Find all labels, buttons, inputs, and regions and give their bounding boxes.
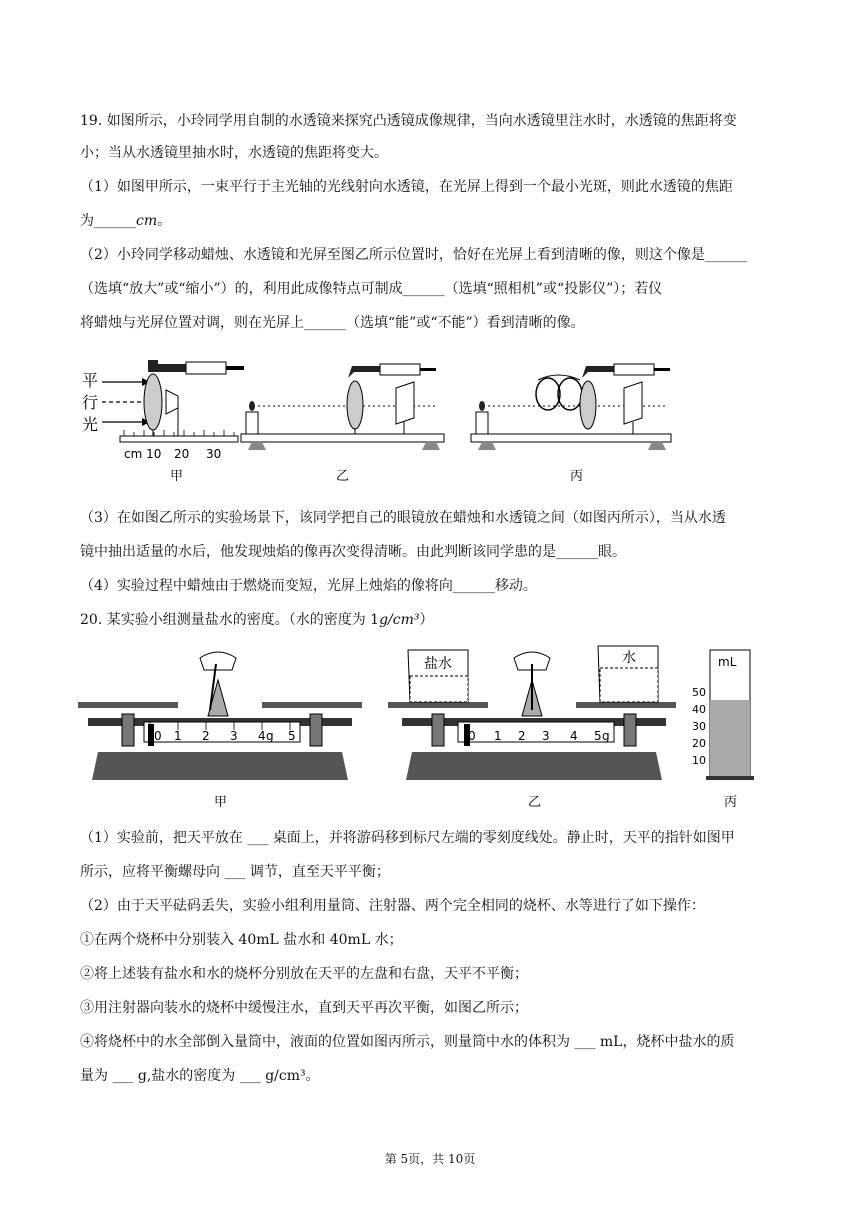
fig-b-balance-beakers bbox=[388, 646, 676, 810]
ruler-label-30: 30 bbox=[206, 447, 222, 461]
ruler-label-20: 20 bbox=[174, 447, 190, 461]
fig-a-balance bbox=[78, 652, 362, 810]
scale-a-2: 2 bbox=[202, 729, 210, 743]
light-label-1: 平 bbox=[82, 371, 99, 390]
q19-part1-line2 bbox=[80, 211, 785, 231]
q19-stem-line1: 19. 如图所示，小玲同学用自制的水透镜来探究凸透镜成像规律，当向水透镜里注水时，水透镜的焦距将变 bbox=[80, 113, 737, 129]
page-footer: 第 5页，共 10页 bbox=[384, 1152, 476, 1166]
scale-b-3: 3 bbox=[542, 729, 550, 743]
scale-b-0: 0 bbox=[468, 729, 476, 743]
q20-part2: （2）由于天平砝码丢失，实验小组利用量筒、注射器、两个完全相同的烧杯、水等进行了如下操作： bbox=[80, 898, 705, 914]
q20-step4-line1: ④将烧杯中的水全部倒入量筒中，液面的位置如图丙所示，则量筒中水的体积为 ___ mL，烧杯中盐水的质 bbox=[80, 1034, 735, 1050]
scale-b-2: 2 bbox=[518, 729, 526, 743]
q19-part1-line1: （1）如图甲所示，一束平行于主光轴的光线射向水透镜，在光屏上得到一个最小光斑，则此水透镜的焦距 bbox=[80, 179, 733, 195]
q19-figure bbox=[78, 350, 678, 490]
ruler-label-10: cm 10 bbox=[124, 447, 162, 461]
fig-b-caption: 乙 bbox=[336, 469, 350, 484]
cyl-tick-30: 30 bbox=[692, 720, 706, 733]
q20-step4-line2: 量为 ___ g,盐水的密度为 ___ g/cm³。 bbox=[80, 1068, 320, 1084]
q20-part1-line2: 所示，应将平衡螺母向 ___ 调节，直至天平平衡； bbox=[80, 864, 390, 880]
q20-figure bbox=[78, 640, 778, 815]
scale-a-0: 0 bbox=[154, 729, 162, 743]
light-label-2: 行 bbox=[82, 393, 99, 412]
cylinder-unit: mL bbox=[718, 655, 737, 669]
fig-a-caption: 甲 bbox=[170, 469, 184, 484]
q19-part2-line2: （选填“放大”或“缩小”）的，利用此成像特点可制成______（选填“照相机”或“投影仪”）；若仪 bbox=[80, 281, 663, 297]
fig-a-caption-20: 甲 bbox=[214, 795, 228, 810]
cyl-tick-10: 10 bbox=[692, 754, 706, 767]
q20-step3: ③用注射器向装水的烧杯中缓慢注水，直到天平再次平衡，如图乙所示； bbox=[80, 1000, 528, 1016]
scale-a-5: 5 bbox=[288, 729, 296, 743]
fig-b-caption-20: 乙 bbox=[528, 795, 542, 810]
q19-part2-line3: 将蜡烛与光屏位置对调，则在光屏上______（选填“能”或“不能”）看到清晰的像。 bbox=[80, 315, 585, 331]
q20-stem-end: ） bbox=[419, 612, 434, 628]
fig-c-bench-glasses bbox=[471, 364, 671, 484]
scale-b-1: 1 bbox=[494, 729, 502, 743]
fig-b-bench bbox=[241, 364, 444, 484]
cyl-tick-50: 50 bbox=[692, 686, 706, 699]
beaker-water-label: 水 bbox=[622, 650, 636, 666]
fig-c-caption: 丙 bbox=[570, 469, 584, 484]
q19-stem-line2: 小；当从水透镜里抽水时，水透镜的焦距将变大。 bbox=[80, 145, 388, 161]
q19-part1-unit: cm bbox=[136, 213, 158, 229]
scale-b-4: 4 bbox=[570, 729, 578, 743]
q20-stem-unit: g/cm³ bbox=[379, 612, 420, 628]
cyl-tick-40: 40 bbox=[692, 703, 706, 716]
q19-part2-line1: （2）小玲同学移动蜡烛、水透镜和光屏至图乙所示位置时，恰好在光屏上看到清晰的像，则这个像是______ bbox=[80, 247, 747, 263]
scale-b-unit: g bbox=[602, 729, 610, 743]
q20-step2: ②将上述装有盐水和水的烧杯分别放在天平的左盘和右盘，天平不平衡； bbox=[80, 966, 528, 982]
scale-b-5: 5 bbox=[594, 729, 602, 743]
beaker-salt-label: 盐水 bbox=[424, 656, 452, 672]
q19-part4: （4）实验过程中蜡烛由于燃烧而变短，光屏上烛焰的像将向______移动。 bbox=[80, 578, 537, 594]
q19-part1-blank: 为______ bbox=[80, 213, 136, 229]
q19-part1-end: 。 bbox=[157, 213, 172, 229]
fig-c-cylinder bbox=[692, 650, 754, 810]
light-label-3: 光 bbox=[82, 415, 99, 434]
fig-a-lens-setup bbox=[82, 360, 244, 484]
cyl-tick-20: 20 bbox=[692, 737, 706, 750]
scale-a-1: 1 bbox=[174, 729, 182, 743]
q19-part3-line2: 镜中抽出适量的水后，他发现烛焰的像再次变得清晰。由此判断该同学患的是______眼。 bbox=[80, 544, 626, 560]
q20-stem bbox=[80, 610, 785, 630]
scale-a-3: 3 bbox=[230, 729, 238, 743]
q20-step1: ①在两个烧杯中分别装入 40mL 盐水和 40mL 水； bbox=[80, 932, 403, 948]
q20-part1-line1: （1）实验前，把天平放在 ___ 桌面上，并将游码移到标尺左端的零刻度线处。静止时，天平的指针如图甲 bbox=[80, 830, 735, 846]
scale-a-unit: g bbox=[266, 729, 274, 743]
q19-part3-line1: （3）在如图乙所示的实验场景下，该同学把自己的眼镜放在蜡烛和水透镜之间（如图丙所示），当从水透 bbox=[80, 510, 726, 526]
q20-stem-text: 20. 某实验小组测量盐水的密度。（水的密度为 1 bbox=[80, 612, 380, 628]
scale-a-4: 4 bbox=[258, 729, 266, 743]
fig-c-caption-20: 丙 bbox=[724, 795, 738, 810]
